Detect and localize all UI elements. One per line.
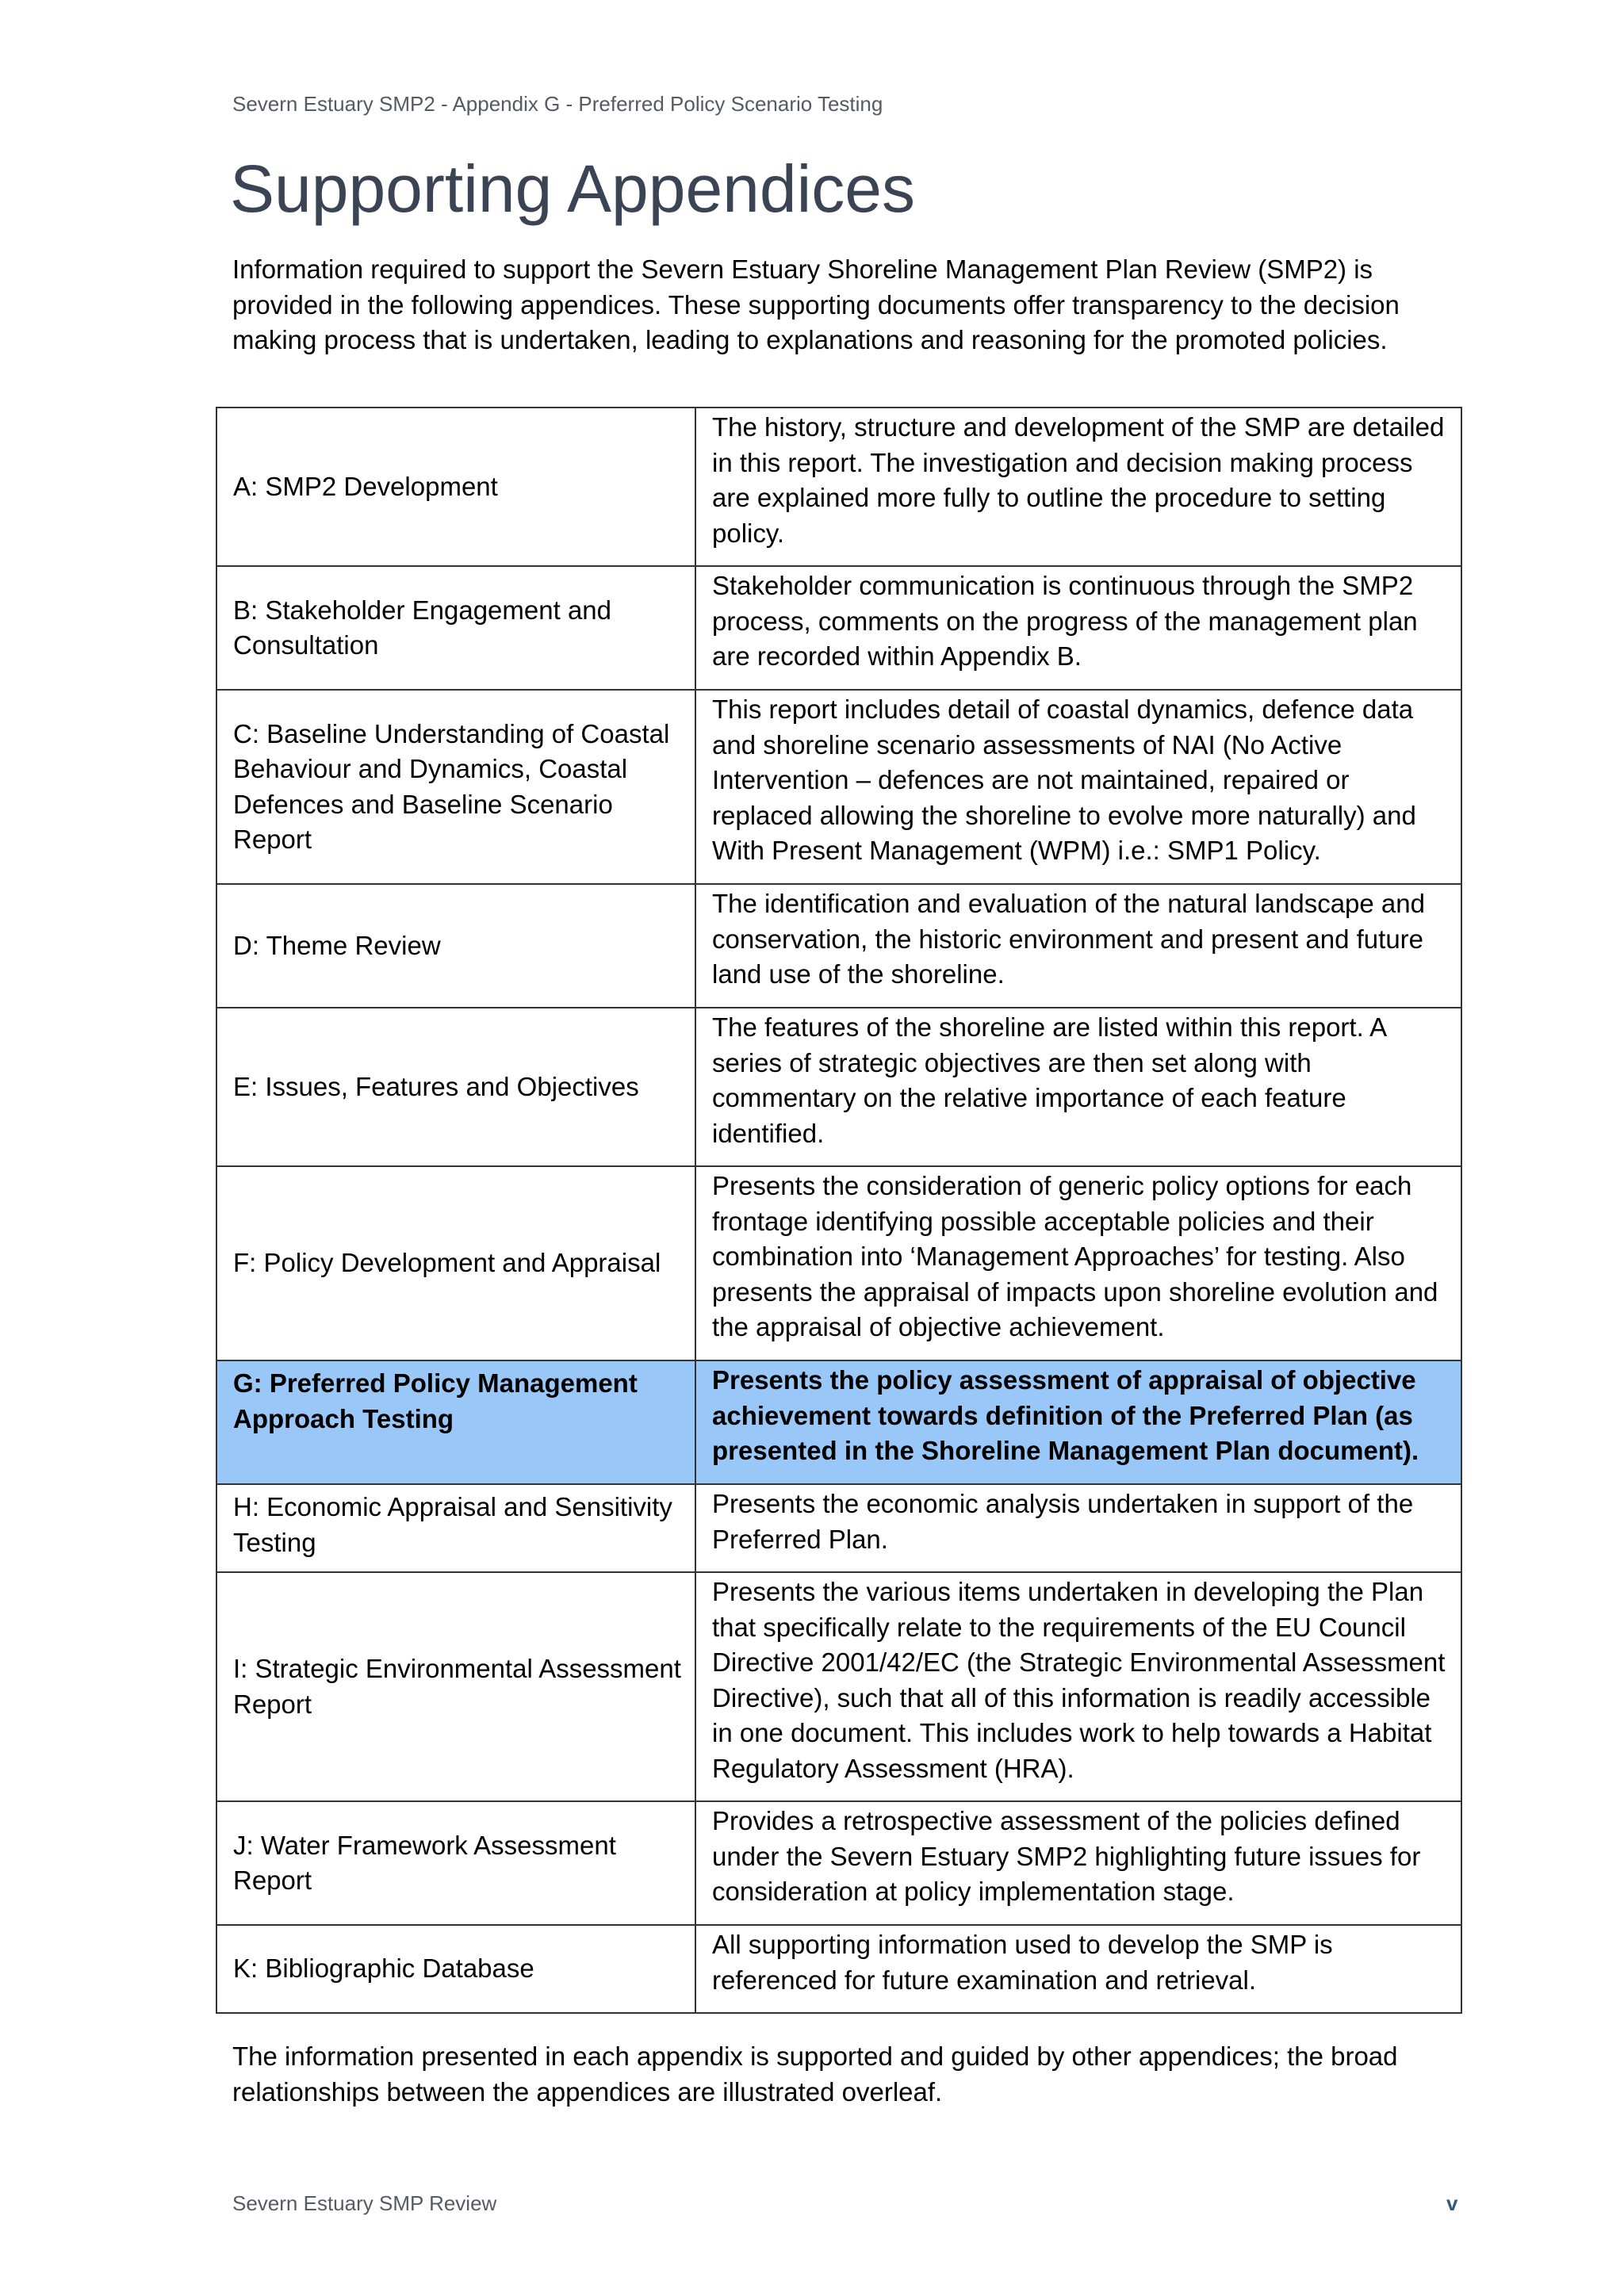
appendix-description: Presents the various items undertaken in developing the Plan that specifically relate to the requirements of the EU Council Directive 2001/42/EC (the Strategic Environmental Assessment Directive), such that all of this information is readily accessible in one document. This includes work to help towards a Habitat Regulatory Assessment (HRA).	[695, 1572, 1461, 1801]
appendix-name: A: SMP2 Development	[216, 408, 695, 566]
appendix-description: Provides a retrospective assessment of the policies defined under the Severn Estuary SMP2 highlighting future issues for consideration at policy implementation stage.	[695, 1801, 1461, 1925]
appendix-description: Presents the consideration of generic policy options for each frontage identifying possible acceptable policies and their combination into ‘Management Approaches’ for testing. Also presents the appraisal of impacts upon shoreline evolution and the appraisal of objective achievement.	[695, 1166, 1461, 1360]
appendix-name: I: Strategic Environmental Assessment Report	[216, 1572, 695, 1801]
appendix-name: B: Stakeholder Engagement and Consultation	[216, 566, 695, 690]
appendix-name: C: Baseline Understanding of Coastal Behaviour and Dynamics, Coastal Defences and Baseline Scenario Report	[216, 690, 695, 884]
outro-paragraph: The information presented in each appendix is supported and guided by other appendices; the broad relationships between the appendices are illustrated overleaf.	[232, 2042, 1398, 2107]
appendix-name: E: Issues, Features and Objectives	[216, 1008, 695, 1166]
intro-paragraph: Information required to support the Severn Estuary Shoreline Management Plan Review (SMP2) is provided in the following appendices. These supporting documents offer transparency to the decision making process that is undertaken, leading to explanations and reasoning for the promoted policies.	[232, 254, 1400, 354]
table-row	[216, 1801, 1461, 1925]
appendix-name: H: Economic Appraisal and Sensitivity Testing	[216, 1484, 695, 1572]
table-row	[216, 1572, 1461, 1801]
footer-title: Severn Estuary SMP Review	[232, 2191, 497, 2215]
appendix-description: Presents the economic analysis undertaken in support of the Preferred Plan.	[695, 1484, 1461, 1572]
table-row	[216, 1925, 1461, 2013]
appendix-description: The history, structure and development of the SMP are detailed in this report. The investigation and decision making process are explained more fully to outline the procedure to setting policy.	[695, 408, 1461, 566]
running-header: Severn Estuary SMP2 - Appendix G - Preferred Policy Scenario Testing	[232, 92, 883, 116]
appendix-name: D: Theme Review	[216, 884, 695, 1008]
table-row	[216, 1484, 1461, 1572]
page-title: Supporting Appendices	[230, 151, 915, 226]
appendix-name: J: Water Framework Assessment Report	[216, 1801, 695, 1925]
appendix-name: G: Preferred Policy Management Approach Testing	[216, 1360, 695, 1484]
table-row	[216, 1166, 1461, 1360]
table-row	[216, 408, 1461, 566]
appendices-table	[216, 407, 1462, 2014]
appendix-description: All supporting information used to develop the SMP is referenced for future examination and retrieval.	[695, 1925, 1461, 2013]
appendix-description: This report includes detail of coastal dynamics, defence data and shoreline scenario assessments of NAI (No Active Intervention – defences are not maintained, repaired or replaced allowing the shoreline to evolve more naturally) and With Present Management (WPM) i.e.: SMP1 Policy.	[695, 690, 1461, 884]
table-row-highlighted	[216, 1360, 1461, 1484]
appendix-name: F: Policy Development and Appraisal	[216, 1166, 695, 1360]
table-row	[216, 884, 1461, 1008]
table-row	[216, 1008, 1461, 1166]
table-row	[216, 566, 1461, 690]
appendix-description: The features of the shoreline are listed within this report. A series of strategic objectives are then set along with commentary on the relative importance of each feature identified.	[695, 1008, 1461, 1166]
table-row	[216, 690, 1461, 884]
appendix-description: The identification and evaluation of the natural landscape and conservation, the historic environment and present and future land use of the shoreline.	[695, 884, 1461, 1008]
page-number: v	[1446, 2191, 1458, 2215]
appendix-description: Stakeholder communication is continuous through the SMP2 process, comments on the progress of the management plan are recorded within Appendix B.	[695, 566, 1461, 690]
appendix-description: Presents the policy assessment of appraisal of objective achievement towards definition of the Preferred Plan (as presented in the Shoreline Management Plan document).	[695, 1360, 1461, 1484]
appendix-name: K: Bibliographic Database	[216, 1925, 695, 2013]
